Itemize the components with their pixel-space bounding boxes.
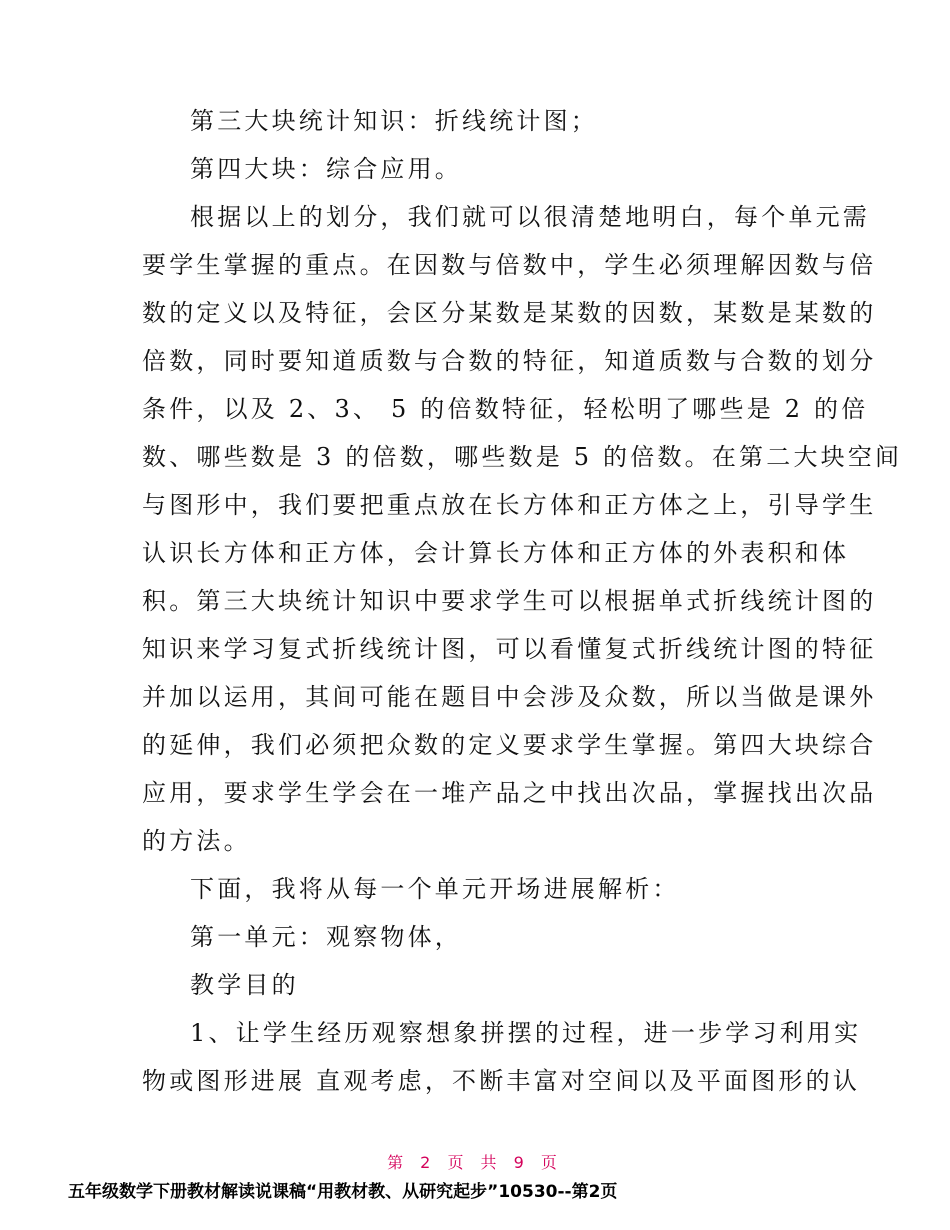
text-line-6: 倍数，同时要知道质数与合数的特征，知道质数与合数的划分 [142, 347, 877, 375]
text-line-1: 第三大块统计知识：折线统计图； [190, 107, 598, 135]
text-line-7: 条件，以及 2、3、 5 的倍数特征，轻松明了哪些是 2 的倍 [142, 395, 869, 423]
text-line-5: 数的定义以及特征，会区分某数是某数的因数，某数是某数的 [142, 299, 877, 327]
text-line-16: 的方法。 [142, 827, 251, 855]
text-line-20: 1、让学生经历观察想象拼摆的过程，进一步学习利用实 [190, 1019, 862, 1047]
text-line-12: 知识来学习复式折线统计图，可以看懂复式折线统计图的特征 [142, 635, 877, 663]
text-line-21: 物或图形进展 直观考虑，不断丰富对空间以及平面图形的认 [142, 1067, 861, 1095]
text-line-4: 要学生掌握的重点。在因数与倍数中，学生必须理解因数与倍 [142, 251, 877, 279]
text-line-17: 下面，我将从每一个单元开场进展解析： [190, 875, 680, 903]
text-line-11: 积。第三大块统计知识中要求学生可以根据单式折线统计图的 [142, 587, 877, 615]
text-line-10: 认识长方体和正方体，会计算长方体和正方体的外表积和体 [142, 539, 850, 567]
text-line-13: 并加以运用，其间可能在题目中会涉及众数，所以当做是课外 [142, 683, 877, 711]
page-indicator: 第 2 页 共 9 页 [387, 1153, 563, 1172]
document-title-footer: 五年级数学下册教材解读说课稿“用教材教、从研究起步”10530--第2页 [68, 1182, 618, 1202]
text-line-19: 教学目的 [190, 971, 299, 999]
text-line-15: 应用，要求学生学会在一堆产品之中找出次品，掌握找出次品 [142, 779, 877, 807]
text-line-2: 第四大块：综合应用。 [190, 155, 462, 183]
text-line-3: 根据以上的划分，我们就可以很清楚地明白，每个单元需 [190, 203, 870, 231]
text-line-14: 的延伸，我们必须把众数的定义要求学生掌握。第四大块综合 [142, 731, 877, 759]
text-line-18: 第一单元：观察物体， [190, 923, 462, 951]
text-line-9: 与图形中，我们要把重点放在长方体和正方体之上，引导学生 [142, 491, 877, 519]
text-line-8: 数、哪些数是 3 的倍数，哪些数是 5 的倍数。在第二大块空间 [142, 443, 903, 471]
